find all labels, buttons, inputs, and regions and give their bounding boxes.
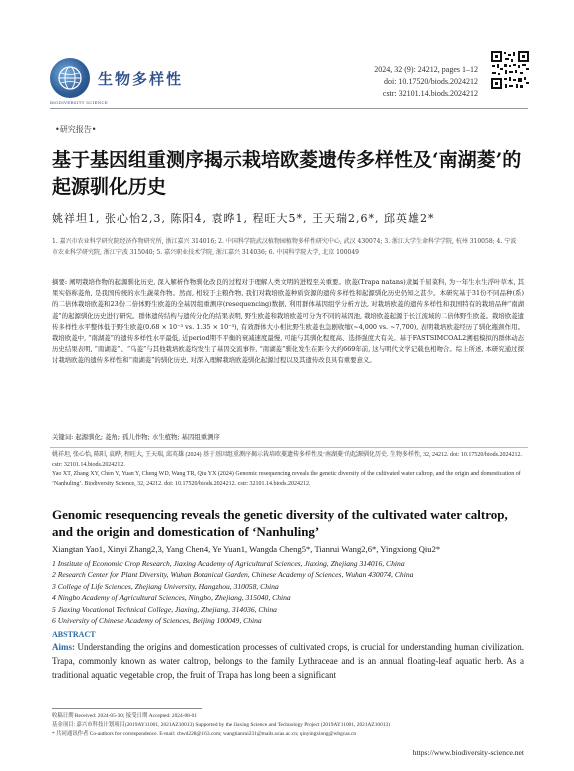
journal-name-en: BIODIVERSITY SCIENCE (50, 100, 109, 105)
journal-logo (50, 58, 183, 98)
affiliation-6: 6 University of Chinese Academy of Sciences, Beijing 100049, China (52, 616, 262, 626)
footnote-funding: 基金项目: 嘉兴市科技计划项目(2019AY11001, 2021AZ10013) Supported by the Jiaxing Science and Technology Project (2019AY11001, 2021AZ10013) (52, 722, 391, 728)
header-divider (50, 108, 528, 109)
citation-block (52, 451, 524, 489)
section-divider (50, 447, 528, 448)
meta-cstr: cstr: 32101.14.biods.2024212 (382, 89, 478, 98)
en-authors: Xiangtan Yao1, Xinyi Zhang2,3, Yang Chen4, Ye Yuan1, Wangda Cheng5*, Tianrui Wang2,6*, Yingxiong Qiu2* (52, 544, 441, 554)
affiliation-4: 4 Ningbo Academy of Agricultural Sciences, Ningbo, Zhejiang, 315040, China (52, 593, 291, 603)
cn-abstract: 摘要: 阐明栽培作物的起源驯化历史, 深入解析作物驯化改良的过程对于理解人类文明的进程至关重要。欧菱(Trapa natans)隶属千屈菜科, 为一年生水生浮叶草本, 其果实俗称菱角, 是我国传统的水生蔬菜作物。然而, 相较于主粮作物, 我们对栽培欧菱种质资源的遗传多样性和起源驯化历史仍知之甚少。本研究基于31份不同品种(系)的二倍体栽培欧菱和23份二倍体野生欧菱的全基因组重测序(resequencing)数据, 利用群体基因组学分析方法, 对栽培欧菱的遗传多样性和我国特有的栽培品种“南湖菱”的起源驯化历史进行研究。群体遗传结构与遗传分化的结果表明, 野生欧菱和栽培欧菱可分为不同的基因池, 栽培欧菱起源于长江流域的二倍体野生欧菱。栽培欧菱遗传多样性水平整体低于野生欧菱(0.68 × 10⁻³ vs. 1.35 × 10⁻³), 有效群体大小相比野生欧菱也急剧收缩(~4,000 vs. ~7,700), 表明栽培欧菱经历了驯化瓶颈作用。栽培欧菱中, “南湖菱”的遗传多样性水平最低, 近period期不平衡的衰减速度最慢, 可能与其驯化程度高、选择强度大有关。基于FASTSIMCOAL2溯祖模拟的群体动态历史结果表明, “南湖菱”、“乌菱”与其他栽培欧菱均发生了基因交流事件, “南湖菱”驯化发生在距今大约669年前, 这与明代文学记载也相吻合。综上所述, 本研究通过探讨栽培欧菱的遗传多样性和“南湖菱”的驯化历史, 对深入理解栽培欧菱驯化起源过程以及其遗传改良具有重要意义。 (52, 278, 524, 365)
footnote-divider (52, 708, 202, 709)
en-abstract (52, 641, 524, 682)
qr-code-icon (490, 50, 530, 90)
footnote-correspondence: * 共同通讯作者 Co-authors for correspondence. E-mail: cbwd228@163.com; wangtianrui231@mails.ucas.ac.cn; qiuyingxiong@wbgcas.cn (52, 731, 357, 737)
journal-name-cn: 生物多样性 (98, 69, 184, 88)
affiliation-1: 1 Institute of Economic Crop Research, Jiaxing Academy of Agricultural Sciences, Jiaxing, Zhejiang 314016, China (52, 559, 405, 568)
citation-meta (374, 64, 478, 100)
en-title: Genomic resequencing reveals the genetic diversity of the cultivated water caltrop, and the origin and domestication of ‘Nanhuling’ (52, 507, 508, 539)
globe-icon (50, 58, 90, 98)
abstract-heading: ABSTRACT (52, 630, 96, 639)
meta-volume: 2024, 32 (9): 24212, pages 1–12 (374, 65, 478, 74)
cn-title: 基于基因组重测序揭示栽培欧菱遗传多样性及‘南湖菱’的起源驯化历史 (52, 149, 522, 198)
footnotes (52, 712, 524, 739)
affiliation-3: 3 College of Life Sciences, Zhejiang University, Hangzhou, 310058, China (52, 581, 279, 591)
citation-en: Yao XT, Zhang XY, Chen Y, Yuan Y, Cheng WD, Wang TR, Qiu YX (2024) Genomic resequencing reveals the genetic diversity of the cultivated water caltrop, and the origin and domestication of ‘Nanhuling’. Biodiversity Science, 32, 24212. doi: 10.17520/biods.2024212. cstr: 32101.14.biods.2024212. (52, 471, 521, 487)
journal-website-link[interactable]: https://www.biodiversity-science.net (412, 748, 524, 757)
abstract-aims-label: Aims: (52, 642, 75, 652)
meta-doi: doi: 10.17520/biods.2024212 (383, 77, 478, 86)
affiliation-2: 2 Research Center for Plant Diversity, Wuhan Botanical Garden, Chinese Academy of Sciences, Wuhan 430074, China (52, 570, 414, 580)
cn-authors: 姚祥坦1, 张心怡2,3, 陈阳4, 袁晔1, 程旺大5*, 王天瑞2,6*, 邱英雄2* (52, 212, 435, 225)
cn-affiliations: 1. 嘉兴市农业科学研究院经济作物研究所, 浙江嘉兴 314016; 2. 中国科学院武汉植物园植物多样性研究中心, 武汉 430074; 3. 浙江大学生命科学学院, 杭州 310058; 4. 宁波市农业科学研究院, 浙江宁波 315040; 5. 嘉兴职业技术学院, 浙江嘉兴 314036; 6. 中国科学院大学, 北京 100049 (52, 238, 517, 256)
abstract-aims-text: Understanding the origins and domestication processes of cultivated crops, is crucial for understanding human civilization. Trapa, commonly known as water caltrop, belongs to the family Lythraceae and is an annual floating-leaf aquatic herb. As a traditional aquatic vegetable crop, the fruit of Trapa has long been a significant (52, 642, 524, 680)
footnote-received: 收稿日期 Received: 2024-05-30; 接受日期 Accepted: 2024-08-01 (52, 713, 198, 719)
cn-keywords: 关键词: 起源驯化; 菱角; 孤儿作物; 水生植物; 基因组重测序 (52, 433, 220, 441)
section-label: •研究报告• (55, 125, 97, 134)
en-affiliations (52, 558, 524, 626)
affiliation-5: 5 Jiaxing Vocational Technical College, Jiaxing, Zhejiang, 314036, China (52, 604, 277, 614)
citation-cn: 姚祥坦, 张心怡, 陈阳, 袁晔, 程旺大, 王天瑞, 邱英雄 (2024) 基于基因组重测序揭示栽培欧菱遗传多样性及‘南湖菱’的起源驯化历史. 生物多样性, 32, 24212. doi: 10.17520/biods.2024212. cstr: 32101.14.biods.2024212. (52, 452, 522, 468)
